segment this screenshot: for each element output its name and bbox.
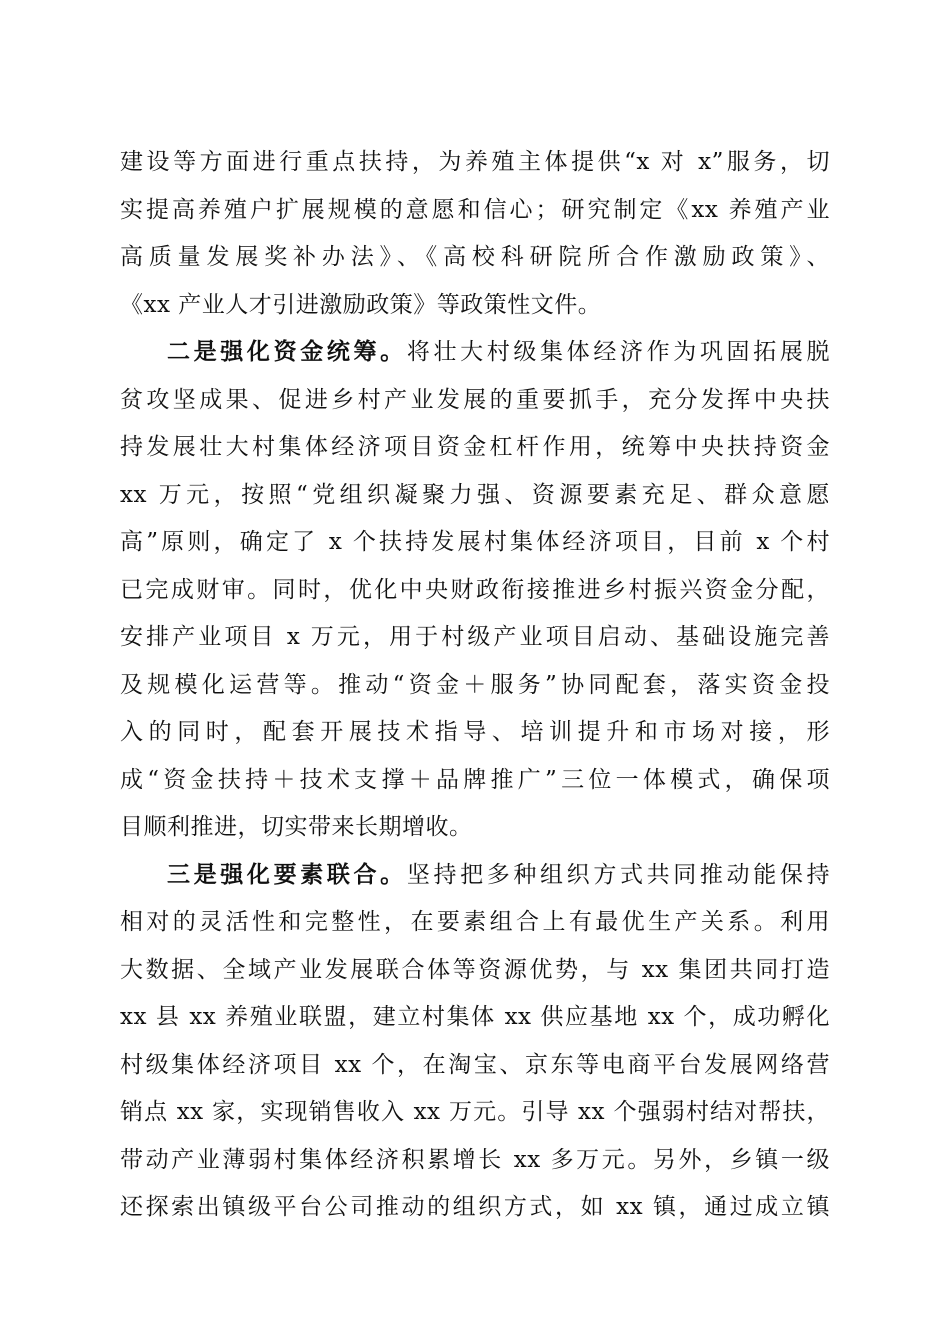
- text-line: 目顺利推进，切实带来长期增收。: [120, 814, 473, 840]
- text-line: 及规模化运营等。推动“资金＋服务”协同配套，落实资金投: [120, 671, 830, 698]
- text-line: 入的同时，配套开展技术指导、培训提升和市场对接，形: [120, 719, 830, 745]
- text-line: 《xx 产业人才引进激励政策》等政策性文件。: [120, 291, 602, 318]
- text-line: 带动产业薄弱村集体经济积累增长 xx 多万元。另外，乡镇一级: [120, 1146, 830, 1173]
- text-line: 安排产业项目 x 万元，用于村级产业项目启动、基础设施完善: [120, 624, 830, 650]
- paragraph-1: [120, 139, 830, 329]
- paragraph-3: [120, 852, 830, 1232]
- paragraph-heading: 二是强化资金统筹。: [167, 339, 407, 365]
- text-line: 成“资金扶持＋技术支撑＋品牌推广”三位一体模式，确保项: [120, 766, 830, 793]
- text-line: xx 万元，按照“党组织凝聚力强、资源要素充足、群众意愿: [120, 481, 830, 508]
- text-line: 村级集体经济项目 xx 个，在淘宝、京东等电商平台发展网络营: [120, 1051, 830, 1078]
- text-line: [120, 852, 830, 900]
- paragraph-heading: 三是强化要素联合。: [167, 861, 407, 888]
- text-line: 高质量发展奖补办法》、《高校科研院所合作激励政策》、: [120, 244, 830, 270]
- text-line: 已完成财审。同时，优化中央财政衔接推进乡村振兴资金分配，: [120, 576, 830, 603]
- document-page: [120, 139, 830, 1232]
- text-line: 大数据、全域产业发展联合体等资源优势，与 xx 集团共同打造: [120, 956, 830, 983]
- text-line: 贫攻坚成果、促进乡村产业发展的重要抓手，充分发挥中央扶: [120, 386, 830, 413]
- text-line: 实提高养殖户扩展规模的意愿和信心；研究制定《xx 养殖产业: [120, 196, 830, 223]
- text-line: xx 县 xx 养殖业联盟，建立村集体 xx 供应基地 xx 个，成功孵化: [120, 1004, 830, 1030]
- paragraph-2: [120, 329, 830, 852]
- text-line: [120, 329, 830, 377]
- text-fragment: 将壮大村级集体经济作为巩固拓展脱: [406, 339, 831, 365]
- text-line: 持发展壮大村集体经济项目资金杠杆作用，统筹中央扶持资金: [120, 434, 830, 460]
- text-line: 高”原则，确定了 x 个扶持发展村集体经济项目，目前 x 个村: [120, 529, 830, 555]
- text-line: 销点 xx 家，实现销售收入 xx 万元。引导 xx 个强弱村结对帮扶，: [120, 1099, 830, 1125]
- text-line: 还探索出镇级平台公司推动的组织方式，如 xx 镇，通过成立镇: [120, 1194, 830, 1220]
- text-fragment: 坚持把多种组织方式共同推动能保持: [406, 861, 831, 888]
- text-line: 建设等方面进行重点扶持，为养殖主体提供“x 对 x”服务，切: [120, 149, 830, 175]
- text-line: 相对的灵活性和完整性，在要素组合上有最优生产关系。利用: [120, 909, 830, 935]
